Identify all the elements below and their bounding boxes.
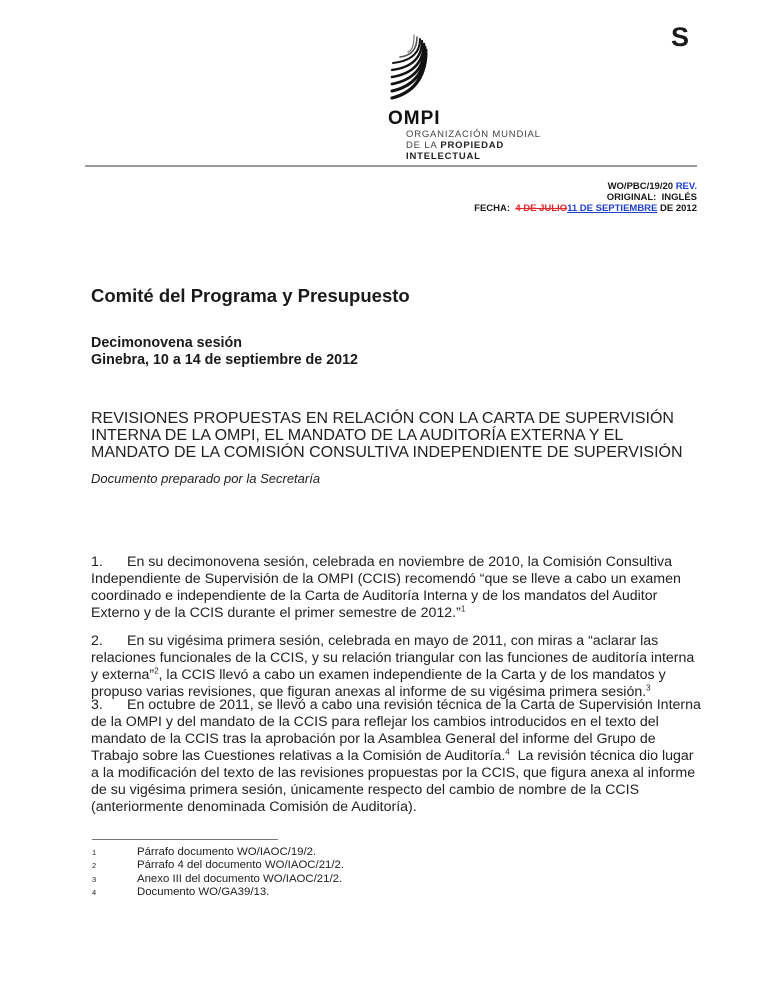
footnote-number: 4 xyxy=(92,887,97,897)
doc-rev-insertion: REV. xyxy=(675,181,697,192)
document-date xyxy=(474,203,697,214)
paragraph-text-cont: , la CCIS llevó a cabo un examen independiente de la Carta y de los mandatos y propuso varias revisiones, que figuran anexas al informe de su vigésima primera sesión. xyxy=(91,667,666,700)
footnote-separator xyxy=(92,839,278,840)
footnote-ref[interactable]: 4 xyxy=(505,747,510,757)
document-title: REVISIONES PROPUESTAS EN RELACIÓN CON LA CARTA DE SUPERVISIÓN INTERNA DE LA OMPI, EL MANDATO DE LA AUDITORÍA EXTERNA Y EL MANDATO DE LA COMISIÓN CONSULTIVA INDEPENDIENTE DE SUPERVISIÓN xyxy=(91,410,683,461)
logo-subtitle xyxy=(406,129,541,162)
logo-line-2-bold: PROPIEDAD xyxy=(440,140,505,151)
original-language xyxy=(474,192,697,203)
footnote-number: 1 xyxy=(92,848,97,857)
logo-line-2 xyxy=(406,140,541,151)
session-name: Decimonovena sesión xyxy=(91,335,242,351)
paragraph-number: 1. xyxy=(91,554,103,570)
paragraph-number: 3. xyxy=(91,697,103,713)
session-place-dates: Ginebra, 10 a 14 de septiembre de 2012 xyxy=(91,352,359,368)
footnote-ref[interactable]: 3 xyxy=(646,683,651,693)
doc-ref: WO/PBC/19/20 xyxy=(607,181,674,192)
date-deleted: 4 DE JULIO xyxy=(515,203,568,214)
prepared-by: Documento preparado por la Secretaría xyxy=(91,471,321,486)
paragraph-1 xyxy=(91,554,703,622)
logo-line-1: ORGANIZACIÓN MUNDIAL xyxy=(406,129,541,140)
footnote-number: 2 xyxy=(92,861,97,871)
footnote-number: 3 xyxy=(92,874,97,884)
paragraph-3 xyxy=(91,697,703,816)
footnotes xyxy=(92,846,344,899)
footnote-1 xyxy=(92,846,344,859)
paragraph-text: En su decimonovena sesión, celebrada en noviembre de 2010, la Comisión Consultiva Independiente de Supervisión de la OMPI (CCIS) recomendó “que se lleve a cabo un examen coordinado e independiente de la Carta de Auditoría Interna y de los mandatos del Auditor Externo y de la CCIS durante el primer semestre de 2012.” xyxy=(91,554,681,621)
original-label: ORIGINAL: xyxy=(606,192,657,203)
ompi-logo xyxy=(388,32,578,160)
session-info xyxy=(91,335,358,369)
logo-line-3: INTELECTUAL xyxy=(406,151,481,162)
header-divider xyxy=(85,165,697,167)
document-reference xyxy=(474,181,697,192)
language-code: S xyxy=(671,22,690,52)
footnote-ref[interactable]: 2 xyxy=(154,666,159,676)
footnote-text: Documento WO/GA39/13. xyxy=(137,885,270,898)
logo-acronym: OMPI xyxy=(388,108,441,129)
footnote-text: Párrafo documento WO/IAOC/19/2. xyxy=(137,846,317,858)
footnote-3 xyxy=(92,873,344,886)
document-metadata xyxy=(474,181,697,214)
date-label: FECHA: xyxy=(474,203,511,214)
paragraph-text: En octubre de 2011, se llevó a cabo una revisión técnica de la Carta de Supervisión Interna de la OMPI y del mandato de la CCIS para reflejar los cambios introducidos en el texto del mandato de la CCIS tras la aprobación por la Asamblea General del informe del Grupo de Trabajo sobre las Cuestiones relativas a la Comisión de Auditoría. xyxy=(91,697,701,764)
paragraph-number: 2. xyxy=(91,633,103,649)
logo-line-2-prefix: DE LA xyxy=(406,140,441,151)
paragraph-2 xyxy=(91,633,703,701)
original-value: INGLÉS xyxy=(661,192,697,203)
date-inserted: 11 DE SEPTIEMBRE xyxy=(567,203,658,214)
paragraph-text: En su vigésima primera sesión, celebrada en mayo de 2011, con miras a “aclarar las relaciones funcionales de la CCIS, y su relación triangular con las funciones de auditoría interna y externa” xyxy=(91,633,695,683)
committee-title: Comité del Programa y Presupuesto xyxy=(91,285,410,306)
footnote-4 xyxy=(92,886,344,899)
footnote-text: Párrafo 4 del documento WO/IAOC/21/2. xyxy=(137,859,345,872)
footnote-2 xyxy=(92,859,344,872)
footnote-text: Anexo III del documento WO/IAOC/21/2. xyxy=(137,872,343,885)
date-year: DE 2012 xyxy=(660,203,697,214)
paragraph-text-cont: La revisión técnica dio lugar a la modificación del texto de las revisiones propuestas por la CCIS, que figura anexa al informe de su vigésima primera sesión, únicamente respecto del cambio de nombre de la CCIS (anteriormente denominada Comisión de Auditoría). xyxy=(91,748,700,815)
footnote-ref[interactable]: 1 xyxy=(460,604,466,614)
wipo-globe-icon xyxy=(388,32,448,108)
